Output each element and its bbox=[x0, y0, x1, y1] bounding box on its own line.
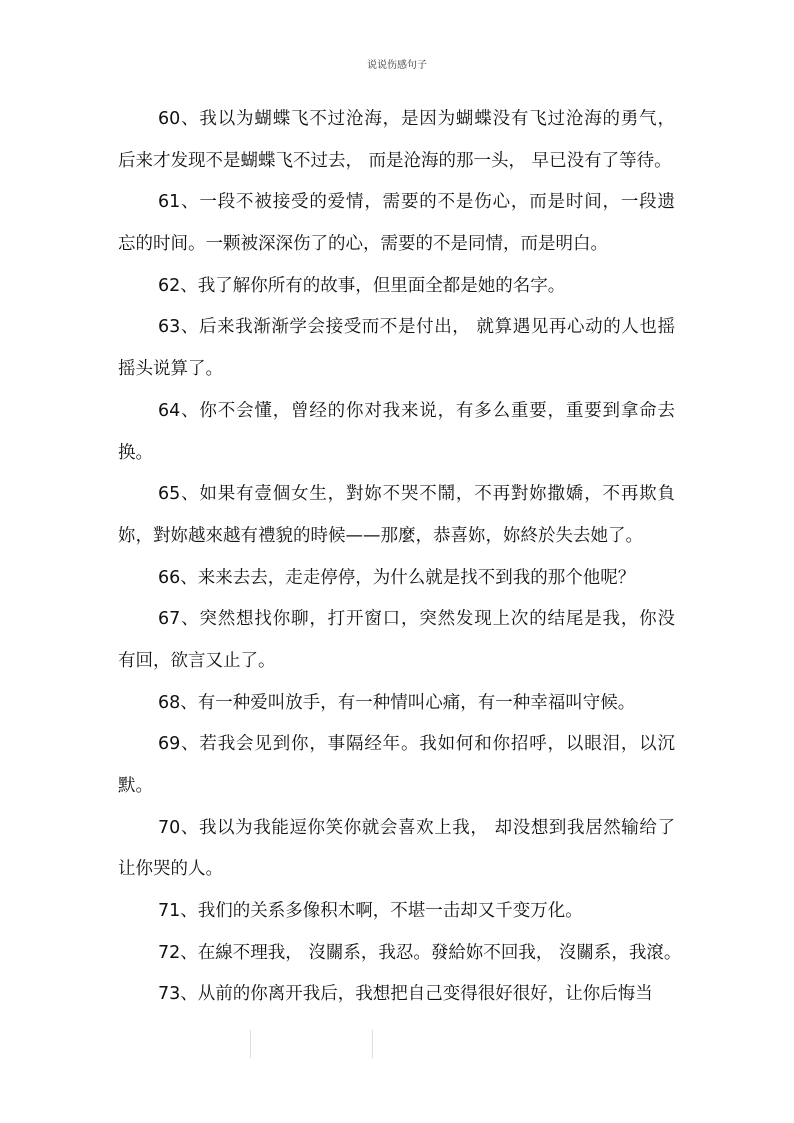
paragraph bbox=[118, 599, 675, 682]
text-line: 66、来来去去，走走停停，为什么就是找不到我的那个他呢？ bbox=[158, 567, 636, 588]
text-line: 有回，欲言又止了。 bbox=[118, 650, 276, 671]
text-line: 72、在線不理我， 沒關系，我忍。發給妳不回我， 沒關系，我滾。 bbox=[158, 942, 682, 963]
text-line: 默。 bbox=[118, 776, 153, 796]
text-line: 69、若我会见到你，事隔经年。我如何和你招呼，以眼泪，以沉 bbox=[158, 734, 675, 755]
paragraph bbox=[118, 182, 675, 265]
text-line: 63、后来我渐渐学会接受而不是付出， 就算遇见再心动的人也摇 bbox=[158, 317, 675, 338]
footer-divider bbox=[250, 1030, 251, 1058]
paragraph bbox=[118, 891, 675, 933]
paragraph bbox=[118, 474, 675, 557]
paragraph bbox=[118, 933, 682, 975]
text-line: 60、我以为蝴蝶飞不过沧海，是因为蝴蝶没有飞过沧海的勇气， bbox=[158, 109, 675, 129]
text-line: 70、我以为我能逗你笑你就会喜欢上我， 却没想到我居然输给了 bbox=[158, 817, 675, 838]
footer-divider bbox=[372, 1030, 373, 1058]
text-line: 62、我了解你所有的故事，但里面全都是她的名字。 bbox=[158, 275, 566, 296]
paragraph bbox=[118, 683, 675, 725]
text-line: 73、从前的你离开我后，我想把自己变得很好很好，让你后悔当 bbox=[158, 984, 653, 1005]
paragraph bbox=[118, 307, 675, 390]
paragraph bbox=[118, 808, 675, 891]
text-line: 71、我们的关系多像积木啊，不堪一击却又千变万化。 bbox=[158, 901, 583, 922]
text-line: 68、有一种爱叫放手，有一种情叫心痛，有一种幸福叫守候。 bbox=[158, 692, 636, 713]
paragraph bbox=[118, 99, 675, 182]
paragraph bbox=[118, 266, 675, 308]
text-line: 后来才发现不是蝴蝶飞不过去， 而是沧海的那一头， 早已没有了等待。 bbox=[118, 150, 672, 171]
page-header: 说说伤感句子 bbox=[367, 60, 427, 71]
text-line: 妳，對妳越來越有禮貌的時候——那麼，恭喜妳，妳終於失去她了。 bbox=[118, 525, 643, 546]
text-line: 换。 bbox=[118, 442, 153, 463]
paragraph bbox=[118, 558, 675, 600]
paragraph bbox=[118, 724, 675, 807]
document-body bbox=[118, 99, 682, 1016]
text-line: 61、一段不被接受的爱情，需要的不是伤心，而是时间，一段遗 bbox=[158, 192, 675, 213]
text-line: 64、你不会懂，曾经的你对我来说，有多么重要，重要到拿命去 bbox=[158, 400, 675, 421]
text-line: 67、突然想找你聊，打开窗口，突然发现上次的结尾是我，你没 bbox=[158, 609, 675, 630]
text-line: 让你哭的人。 bbox=[118, 859, 223, 880]
paragraph bbox=[118, 974, 675, 1016]
text-line: 65、如果有壹個女生，對妳不哭不鬧，不再對妳撒嬌，不再欺負 bbox=[158, 484, 675, 505]
text-line: 摇头说算了。 bbox=[118, 359, 223, 380]
paragraph bbox=[118, 391, 675, 474]
text-line: 忘的时间。一颗被深深伤了的心，需要的不是同情，而是明白。 bbox=[118, 234, 608, 255]
